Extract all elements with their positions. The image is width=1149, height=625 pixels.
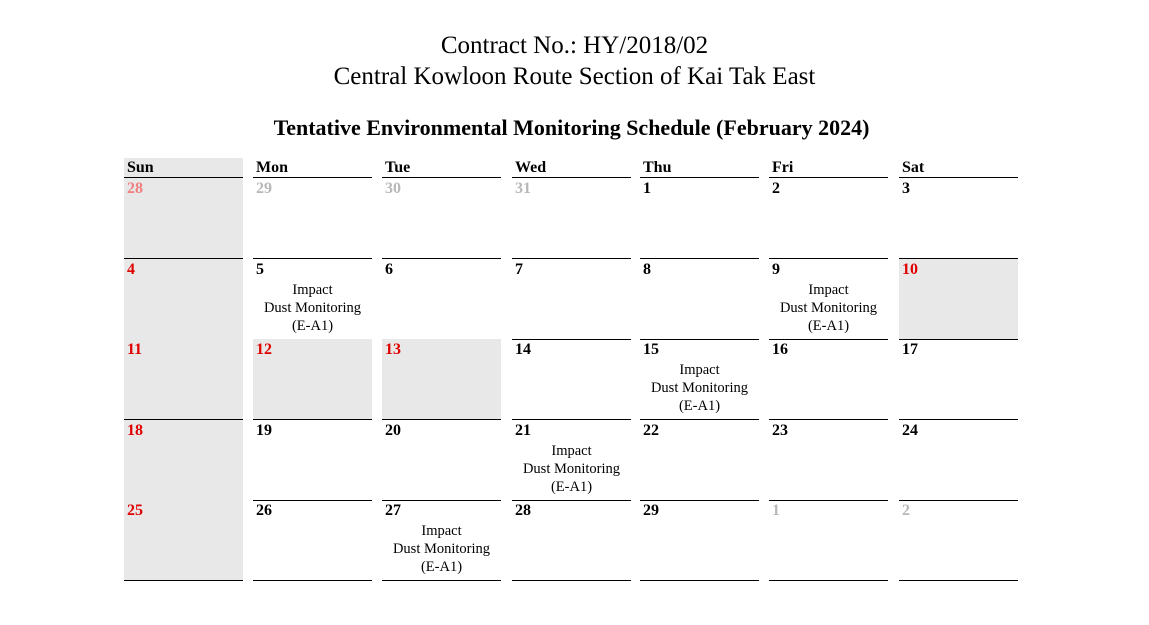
- day-number: 25: [127, 502, 143, 519]
- day-cell: [899, 500, 1018, 581]
- day-number: 29: [256, 180, 272, 197]
- project-title: Central Kowloon Route Section of Kai Tak East: [333, 63, 816, 90]
- day-cell: [253, 339, 372, 420]
- day-number: 10: [902, 261, 918, 278]
- day-cell: [124, 420, 243, 501]
- day-number: 19: [256, 422, 272, 439]
- day-cell: [640, 339, 759, 420]
- day-number: 2: [772, 180, 780, 197]
- day-number: 29: [643, 502, 659, 519]
- weekday-header-sat: Sat: [899, 158, 1018, 178]
- monitoring-event: [640, 361, 759, 415]
- day-cell: [512, 259, 631, 340]
- weekday-header-mon: Mon: [253, 158, 372, 178]
- day-number: 16: [772, 341, 788, 358]
- day-number: 6: [385, 261, 393, 278]
- day-number: 28: [515, 502, 531, 519]
- event-line: (E-A1): [678, 398, 721, 414]
- day-cell: [124, 500, 243, 581]
- monitoring-event: [253, 281, 372, 335]
- day-cell: [640, 420, 759, 501]
- day-cell: [769, 339, 888, 420]
- day-number: 4: [127, 261, 135, 278]
- day-cell: [640, 500, 759, 581]
- day-number: 8: [643, 261, 651, 278]
- day-cell: [512, 178, 631, 259]
- day-cell: [512, 420, 631, 501]
- contract-number: Contract No.: HY/2018/02: [440, 32, 709, 59]
- day-cell: [382, 339, 501, 420]
- day-cell: [769, 420, 888, 501]
- event-line: Dust Monitoring: [779, 300, 878, 316]
- day-number: 30: [385, 180, 401, 197]
- day-cell: [253, 500, 372, 581]
- day-number: 23: [772, 422, 788, 439]
- day-cell: [899, 178, 1018, 259]
- day-cell: [253, 178, 372, 259]
- event-line: Dust Monitoring: [522, 461, 621, 477]
- day-number: 26: [256, 502, 272, 519]
- day-number: 18: [127, 422, 143, 439]
- day-cell: [899, 420, 1018, 501]
- day-number: 31: [515, 180, 531, 197]
- event-line: Dust Monitoring: [392, 541, 491, 557]
- event-line: (E-A1): [291, 318, 334, 334]
- day-cell: [899, 259, 1018, 340]
- event-line: Impact: [808, 282, 849, 298]
- monitoring-event: [512, 442, 631, 496]
- day-number: 7: [515, 261, 523, 278]
- day-number: 27: [385, 502, 401, 519]
- day-number: 11: [127, 341, 143, 358]
- day-number: 20: [385, 422, 401, 439]
- day-cell: [382, 178, 501, 259]
- day-cell: [124, 259, 243, 340]
- day-cell: [253, 420, 372, 501]
- weekday-header-sun: Sun: [124, 158, 243, 178]
- monitoring-event: [382, 522, 501, 576]
- day-number: 2: [902, 502, 910, 519]
- schedule-title: Tentative Environmental Monitoring Schedule (February 2024): [273, 115, 870, 140]
- event-line: (E-A1): [420, 559, 463, 575]
- day-number: 22: [643, 422, 659, 439]
- day-number: 28: [127, 180, 143, 197]
- day-number: 1: [772, 502, 780, 519]
- day-number: 14: [515, 341, 531, 358]
- day-cell: [640, 259, 759, 340]
- event-line: Impact: [421, 523, 462, 539]
- day-number: 13: [385, 341, 401, 358]
- event-line: Impact: [551, 443, 592, 459]
- day-cell: [512, 500, 631, 581]
- day-cell: [382, 500, 501, 581]
- day-cell: [769, 259, 888, 340]
- day-number: 17: [902, 341, 918, 358]
- day-cell: [382, 259, 501, 340]
- weekday-header-fri: Fri: [769, 158, 888, 178]
- day-cell: [253, 259, 372, 340]
- event-line: (E-A1): [550, 479, 593, 495]
- weekday-header-wed: Wed: [512, 158, 631, 178]
- monitoring-event: [769, 281, 888, 335]
- day-cell: [124, 178, 243, 259]
- day-cell: [769, 178, 888, 259]
- day-number: 24: [902, 422, 918, 439]
- event-line: Dust Monitoring: [263, 300, 362, 316]
- day-cell: [769, 500, 888, 581]
- day-cell: [640, 178, 759, 259]
- event-line: (E-A1): [807, 318, 850, 334]
- day-number: 21: [515, 422, 531, 439]
- day-number: 1: [643, 180, 651, 197]
- event-line: Impact: [679, 362, 720, 378]
- weekday-header-tue: Tue: [382, 158, 501, 178]
- day-cell: [899, 339, 1018, 420]
- day-number: 15: [643, 341, 659, 358]
- event-line: Impact: [292, 282, 333, 298]
- day-cell: [382, 420, 501, 501]
- day-cell: [512, 339, 631, 420]
- event-line: Dust Monitoring: [650, 380, 749, 396]
- day-number: 12: [256, 341, 272, 358]
- day-cell: [124, 339, 243, 420]
- weekday-header-thu: Thu: [640, 158, 759, 178]
- day-number: 3: [902, 180, 910, 197]
- day-number: 9: [772, 261, 780, 278]
- day-number: 5: [256, 261, 264, 278]
